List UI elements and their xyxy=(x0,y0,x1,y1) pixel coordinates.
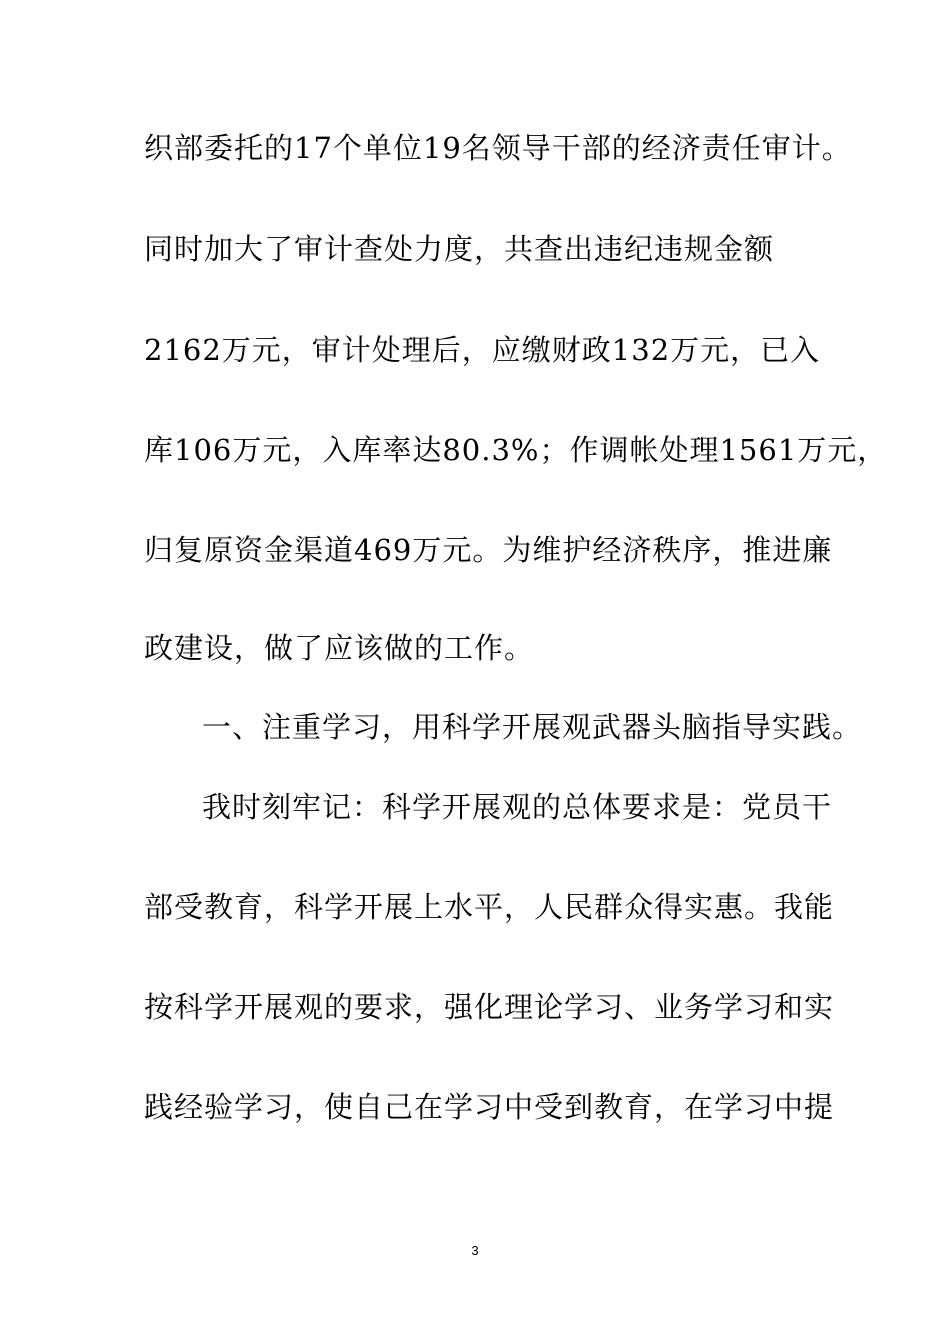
paragraph-line-1: 我时刻牢记：科学开展观的总体要求是：党员干 xyxy=(202,790,833,824)
text-line-5: 归复原资金渠道469万元。为维护经济秩序，推进廉 xyxy=(144,533,833,567)
text-line-4: 库106万元，入库率达80.3%；作调帐处理1561万元， xyxy=(144,433,888,467)
text-line-1: 织部委托的17个单位19名领导干部的经济责任审计。 xyxy=(144,131,852,165)
section-heading: 一、注重学习，用科学开展观武器头脑指导实践。 xyxy=(202,710,863,744)
paragraph-line-3: 按科学开展观的要求，强化理论学习、业务学习和实 xyxy=(144,990,835,1024)
text-line-6: 政建设，做了应该做的工作。 xyxy=(144,631,535,665)
text-line-2: 同时加大了审计查处力度，共查出违纪违规金额 xyxy=(144,232,775,266)
paragraph-line-2: 部受教育，科学开展上水平，人民群众得实惠。我能 xyxy=(144,890,835,924)
page-number: 3 xyxy=(471,1243,479,1258)
paragraph-line-4: 践经验学习，使自己在学习中受到教育，在学习中提 xyxy=(144,1090,835,1124)
text-line-3: 2162万元，审计处理后，应缴财政132万元，已入 xyxy=(144,333,821,367)
